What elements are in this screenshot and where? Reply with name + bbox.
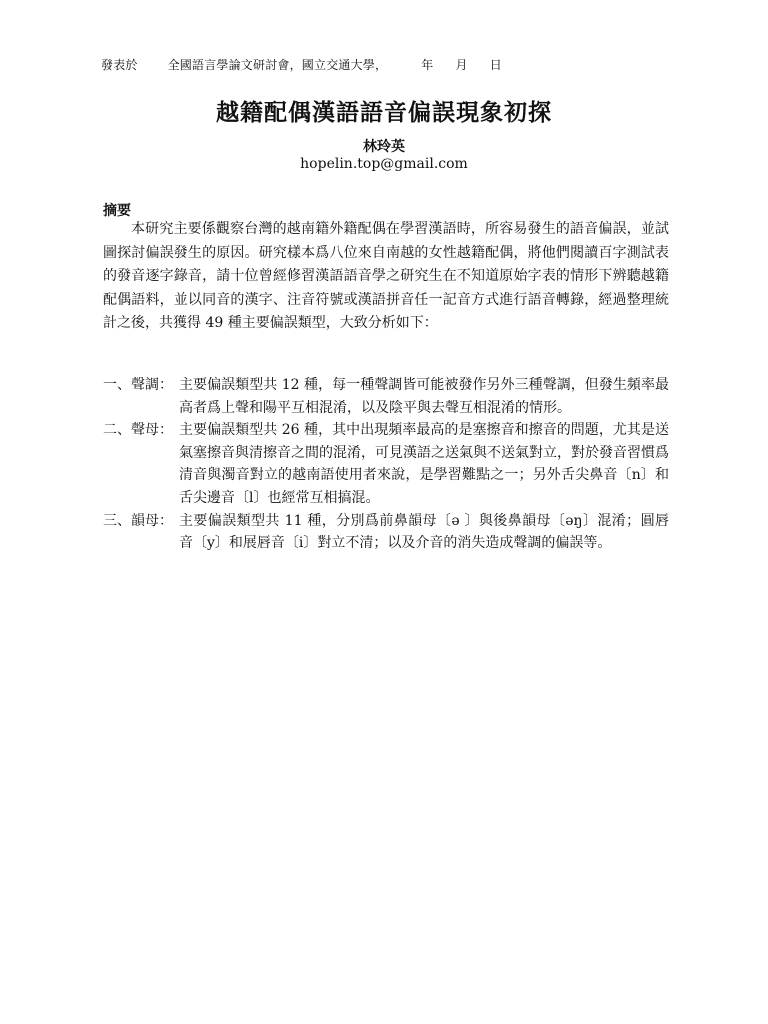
finding-label: 一、聲調： [103, 377, 173, 393]
author-email: hopelin.top@gmail.com [300, 156, 468, 172]
abstract-heading: 摘要 [103, 203, 131, 219]
header-month-label: 月 [455, 58, 468, 72]
finding-text: 主要偏誤類型共 11 種，分別爲前鼻韻母〔ə 〕與後鼻韻母〔əŋ〕混淆；圓唇音〔y〕和展唇音〔i〕對立不清；以及介音的消失造成聲調的偏誤等。 [179, 512, 669, 552]
header-day-label: 日 [489, 58, 502, 72]
paper-title: 越籍配偶漢語語音偏誤現象初探 [216, 99, 552, 126]
findings-list [103, 374, 669, 555]
finding-item-initial [103, 419, 669, 509]
finding-label: 二、聲母： [103, 422, 173, 439]
finding-text: 主要偏誤類型共 26 種，其中出現頻率最高的是塞擦音和擦音的問題，尤其是送氣塞擦音與清擦音之間的混淆，可見漢語之送氣與不送氣對立，對於發音習慣爲清音與濁音對立的越南語使用者來說，是學習難點之一；另外舌尖鼻音〔n〕和舌尖邊音〔l〕也經常互相搞混。 [179, 422, 669, 506]
header-lead: 發表於 [101, 58, 138, 72]
header-conference: 全國語言學論文研討會，國立交通大學， [167, 58, 388, 72]
header-year-label: 年 [421, 58, 434, 72]
finding-text: 主要偏誤類型共 12 種，每一種聲調皆可能被發作另外三種聲調，但發生頻率最高者爲上聲和陽平互相混淆，以及陰平與去聲互相混淆的情形。 [179, 377, 669, 416]
author-name: 林玲英 [363, 139, 405, 155]
abstract-body: 本研究主要係觀察台灣的越南籍外籍配偶在學習漢語時，所容易發生的語音偏誤，並試圖探討偏誤發生的原因。研究樣本爲八位來自南越的女性越籍配偶，將他們閱讀百字測試表的發音逐字錄音，請十位曾經修習漢語語音學之研究生在不知道原始字表的情形下辨聽越籍配偶語料，並以同音的漢字、注音符號或漢語拼音任一記音方式進行語音轉錄，經過整理統計之後，共獲得 49 種主要偏誤類型，大致分析如下： [103, 221, 669, 331]
finding-label: 三、韻母： [103, 512, 173, 529]
publication-header [101, 56, 502, 73]
finding-item-tone [103, 374, 669, 419]
finding-item-final [103, 510, 669, 555]
